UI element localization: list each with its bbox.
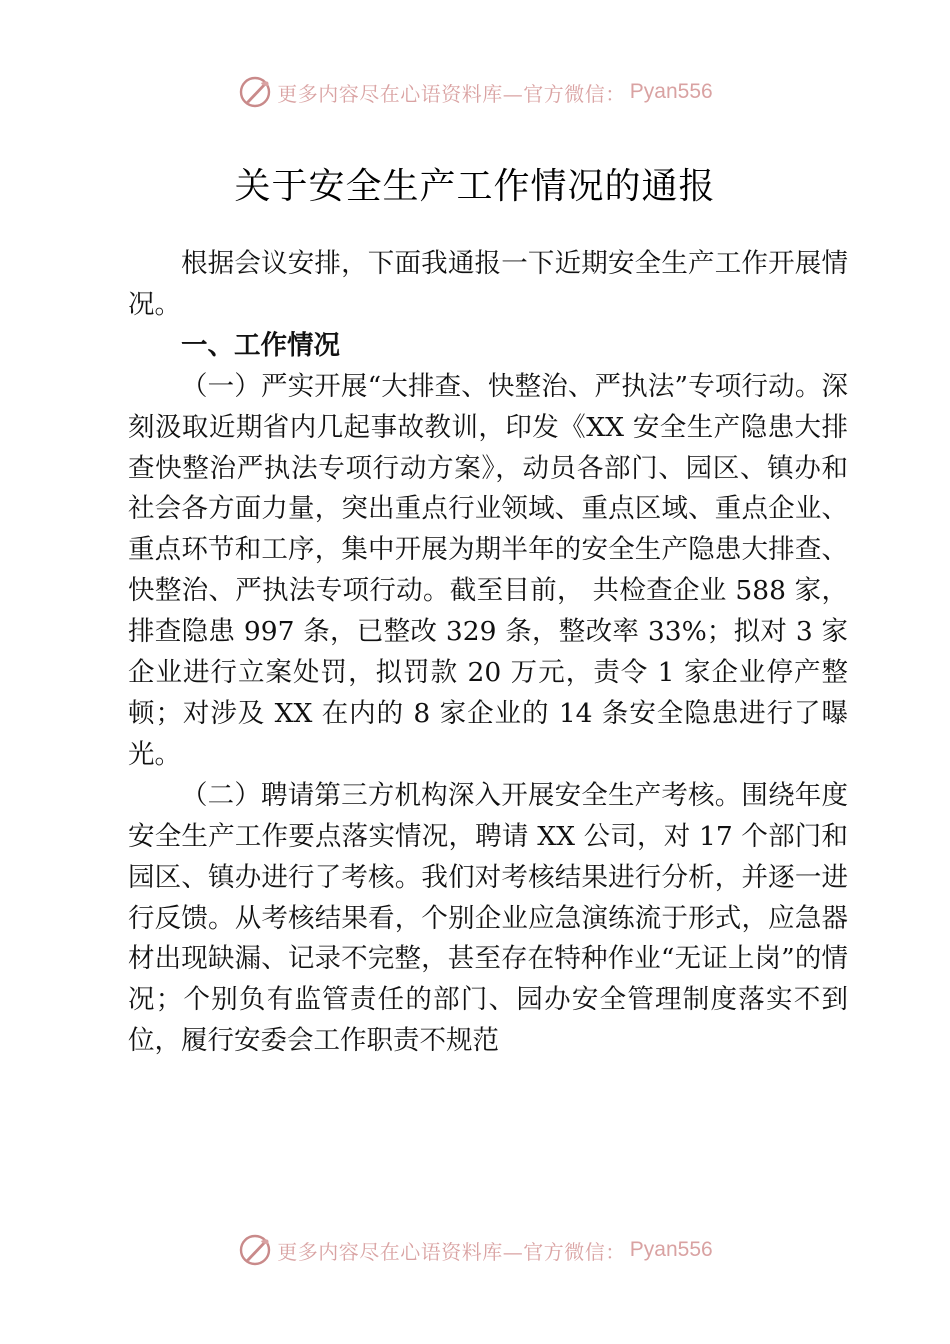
intro-paragraph: 根据会议安排，下面我通报一下近期安全生产工作开展情况。 — [128, 248, 848, 320]
quill-pen-logo-icon — [237, 1232, 273, 1268]
banner-wechat-id: Pyan556 — [629, 80, 713, 103]
section-heading: 一、工作情况 — [181, 329, 340, 361]
document-body — [128, 244, 848, 1062]
banner-text: 更多内容尽在心语资料库—官方微信： — [277, 81, 626, 106]
banner-wechat-id: Pyan556 — [629, 1238, 713, 1261]
paragraph-assessment: （二）聘请第三方机构深入开展安全生产考核。围绕年度安全生产工作要点落实情况，聘请 XX 公司，对 17 个部门和园区、镇办进行了考核。我们对考核结果进行分析，并逐一进行反馈。从考核结果看，个别企业应急演练流于形式，应急器材出现缺漏、记录不完整，甚至存在特种作业“无证上岗”的情况；个别负有监管责任的部门、园办安全管理制度落实不到位，履行安委会工作职责不规范 — [128, 779, 848, 1057]
banner-text: 更多内容尽在心语资料库—官方微信： — [277, 1239, 626, 1264]
document-title: 关于安全生产工作情况的通报 — [234, 166, 716, 207]
header-watermark-banner — [0, 72, 950, 112]
footer-watermark-banner — [0, 1230, 950, 1270]
quill-pen-logo-icon — [237, 74, 273, 110]
paragraph-inspection: （一）严实开展“大排查、快整治、严执法”专项行动。深刻汲取近期省内几起事故教训，印发《XX 安全生产隐患大排查快整治严执法专项行动方案》，动员各部门、园区、镇办和社会各方面力量，突出重点行业领域、重点区域、重点企业、重点环节和工序，集中开展为期半年的安全生产隐患大排查、快整治、严执法专项行动。截至目前， 共检查企业 588 家，排查隐患 997 条，已整改 329 条，整改率 33%；拟对 3 家企业进行立案处罚，拟罚款 20 万元，责令 1 家企业停产整顿；对涉及 XX 在内的 8 家企业的 14 条安全隐患进行了曝光。 — [128, 370, 848, 770]
